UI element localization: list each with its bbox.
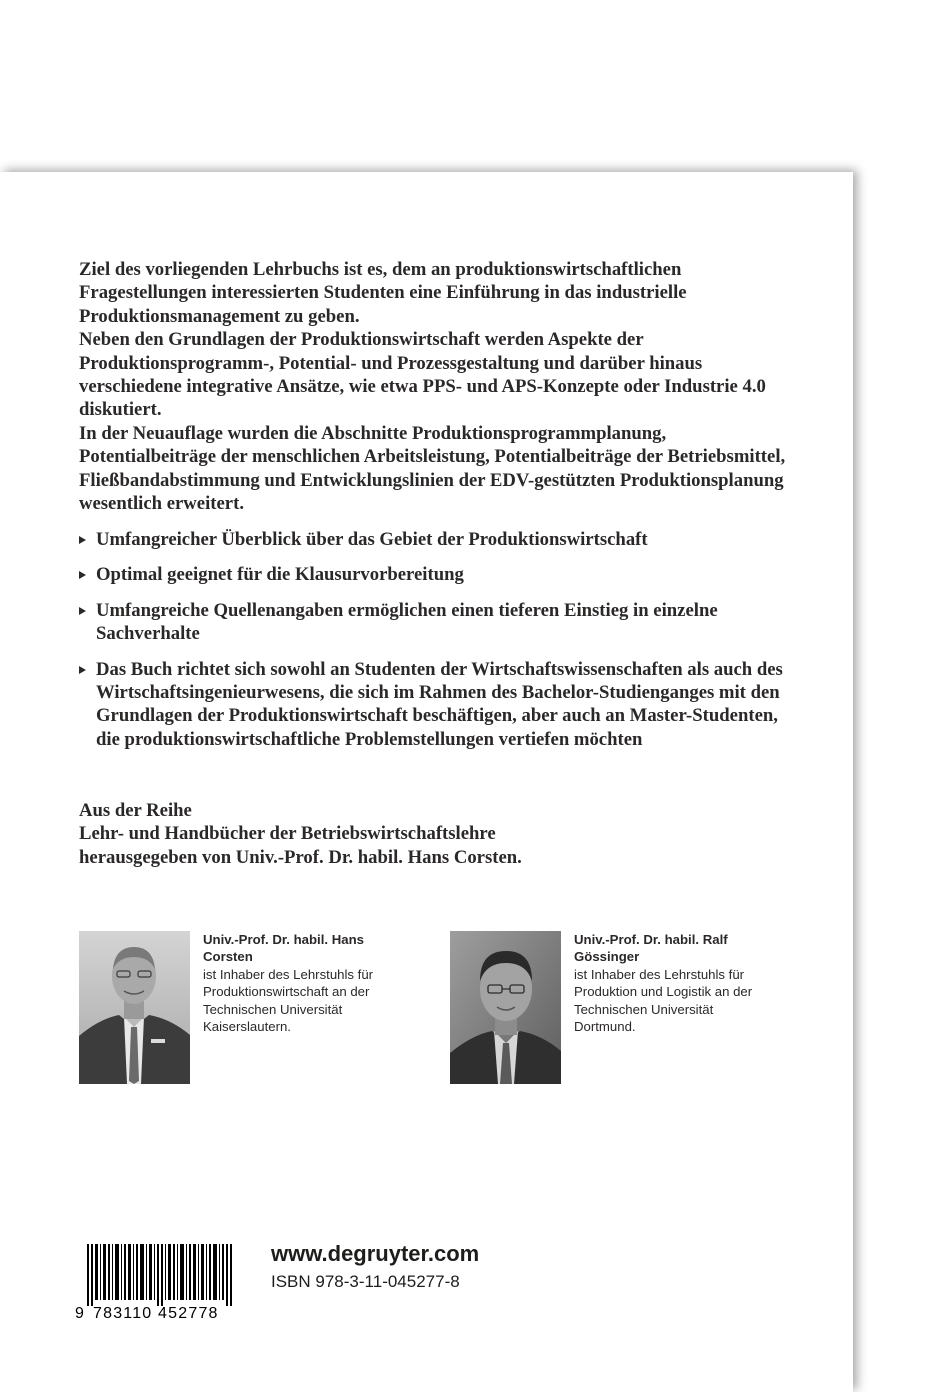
bullet-arrow-icon — [79, 666, 86, 674]
author-name: Univ.-Prof. Dr. habil. Ralf Gössinger — [574, 932, 728, 965]
author-description: ist Inhaber des Lehrstuhls für Produktionswirtschaft an der Technischen Universität Kaiserslautern. — [203, 966, 374, 1035]
feature-list — [79, 528, 799, 763]
bullet-arrow-icon — [79, 571, 86, 579]
author-photo-goessinger-image — [450, 931, 561, 1084]
feature-text: Das Buch richtet sich sowohl an Studenten der Wirtschaftswissenschaften als auch des Wirtschaftsingenieurwesens, die sich im Rahmen des Bachelor-Studienganges mit den Grundlagen der Produktionswirtschaft beschäftigen, aber auch an Master-Studenten, die produktionswirtschaftliche Problemstellungen vertiefen möchten — [96, 658, 783, 750]
intro-paragraph-1: Ziel des vorliegenden Lehrbuchs ist es, dem an produktionswirtschaftlichen Fragestellungen interessierten Studenten eine Einführung in das industrielle Produktionsmanagement zu geben. — [79, 259, 687, 327]
barcode-bars — [75, 1244, 247, 1306]
feature-item — [79, 563, 799, 586]
bullet-arrow-icon — [79, 607, 86, 615]
bullet-arrow-icon — [79, 536, 86, 544]
series-label: Aus der Reihe — [79, 800, 192, 821]
author-photo-corsten-image — [79, 931, 190, 1084]
series-title: Lehr- und Handbücher der Betriebswirtschaftslehre — [79, 823, 496, 845]
author-bio-goessinger — [574, 931, 774, 1035]
barcode-lead-digit: 9 — [75, 1305, 86, 1322]
series-info — [79, 799, 799, 869]
author-name: Univ.-Prof. Dr. habil. Hans Corsten — [203, 932, 364, 965]
publisher-website: www.degruyter.com — [271, 1241, 480, 1266]
feature-item — [79, 599, 799, 646]
series-editor: herausgegeben von Univ.-Prof. Dr. habil. Hans Corsten. — [79, 846, 522, 868]
feature-text: Umfangreicher Überblick über das Gebiet der Produktionswirtschaft — [96, 529, 648, 550]
feature-item — [79, 658, 799, 752]
barcode-number: 783110 452778 — [93, 1305, 219, 1322]
author-photo-goessinger — [450, 931, 561, 1084]
author-photo-corsten — [79, 931, 190, 1084]
feature-text: Optimal geeignet für die Klausurvorbereitung — [96, 564, 464, 586]
intro-paragraph-2: Neben den Grundlagen der Produktionswirtschaft werden Aspekte der Produktionsprogramm-, Potential- und Prozessgestaltung und darüber hinaus verschiedene integrative Ansätze, wie etwa PPS- und APS-Konzepte oder Industrie 4.0 diskutiert. — [79, 329, 766, 421]
isbn-number: ISBN 978-3-11-045277-8 — [271, 1272, 460, 1291]
intro-paragraph-3: In der Neuauflage wurden die Abschnitte Produktionsprogrammplanung, Potentialbeiträge der menschlichen Arbeitsleistung, Potentialbeiträge der Betriebsmittel, Fließbandabstimmung und Entwicklungslinien der EDV-gestützten Produktionsplanung wesentlich erweitert. — [79, 422, 786, 515]
feature-item — [79, 528, 799, 551]
intro-text — [79, 258, 799, 515]
author-bio-corsten — [203, 931, 403, 1035]
author-description: ist Inhaber des Lehrstuhls für Produktion und Logistik an der Technischen Universität Dortmund. — [574, 966, 753, 1035]
feature-text: Umfangreiche Quellenangaben ermöglichen einen tieferen Einstieg in einzelne Sachverhalte — [96, 599, 718, 645]
